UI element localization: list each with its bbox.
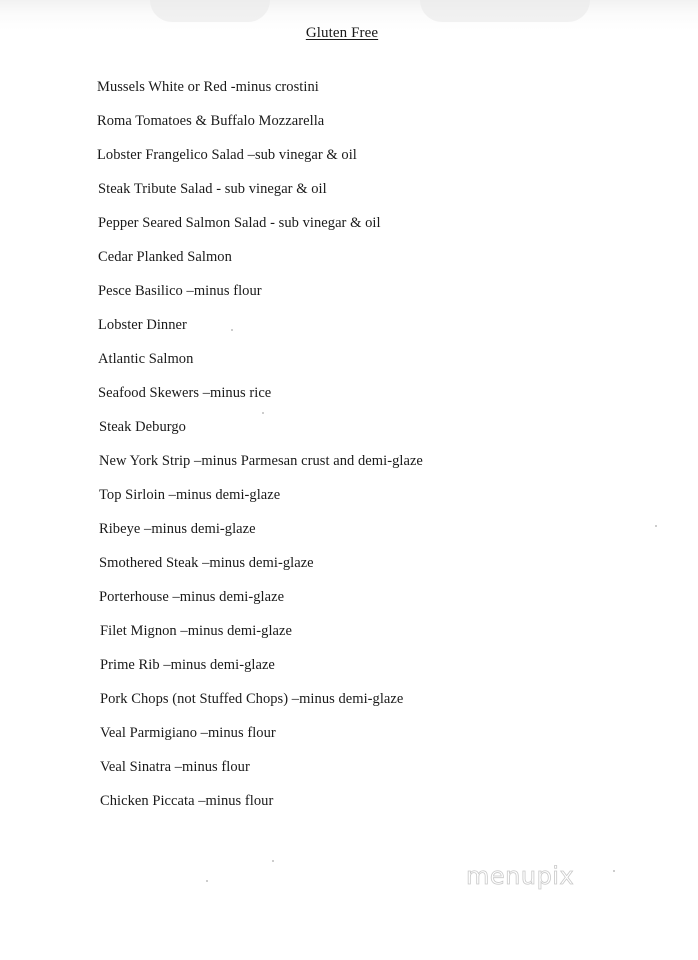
scan-speck	[262, 412, 264, 414]
menu-item: Porterhouse –minus demi-glaze	[99, 589, 285, 605]
scan-smudge	[420, 0, 590, 22]
menu-item: Veal Sinatra –minus flour	[100, 759, 250, 775]
page-title: Gluten Free	[305, 25, 379, 41]
menu-item: Filet Mignon –minus demi-glaze	[100, 623, 292, 639]
scan-speck	[272, 860, 274, 862]
scan-smudge	[150, 0, 270, 22]
menu-item: Steak Tribute Salad - sub vinegar & oil	[98, 181, 327, 197]
menu-item: Steak Deburgo	[99, 419, 186, 435]
scan-speck	[655, 525, 657, 527]
menu-item: Lobster Dinner	[98, 317, 187, 333]
menu-item: Pepper Seared Salmon Salad - sub vinegar & oil	[98, 215, 381, 231]
menu-item: Lobster Frangelico Salad –sub vinegar & oil	[97, 147, 357, 163]
menu-item: Cedar Planked Salmon	[98, 249, 232, 265]
menu-item: Smothered Steak –minus demi-glaze	[99, 555, 314, 571]
menu-item: Pesce Basilico –minus flour	[98, 283, 262, 299]
menu-item: Veal Parmigiano –minus flour	[100, 725, 276, 741]
menu-item: Mussels White or Red -minus crostini	[97, 79, 319, 95]
menu-item: Prime Rib –minus demi-glaze	[100, 657, 275, 673]
menu-item: Pork Chops (not Stuffed Chops) –minus demi-glaze	[100, 691, 404, 707]
menupix-watermark: menupix	[466, 862, 575, 890]
menu-item: New York Strip –minus Parmesan crust and demi-glaze	[99, 453, 423, 469]
menu-item: Roma Tomatoes & Buffalo Mozzarella	[97, 113, 325, 129]
menu-item: Top Sirloin –minus demi-glaze	[99, 487, 281, 503]
menu-item: Ribeye –minus demi-glaze	[99, 521, 256, 537]
scan-speck	[613, 870, 615, 872]
menu-item: Atlantic Salmon	[98, 351, 194, 367]
scan-speck	[231, 329, 233, 331]
menu-item: Chicken Piccata –minus flour	[100, 793, 274, 809]
menu-item: Seafood Skewers –minus rice	[98, 385, 272, 401]
scan-speck	[206, 880, 208, 882]
